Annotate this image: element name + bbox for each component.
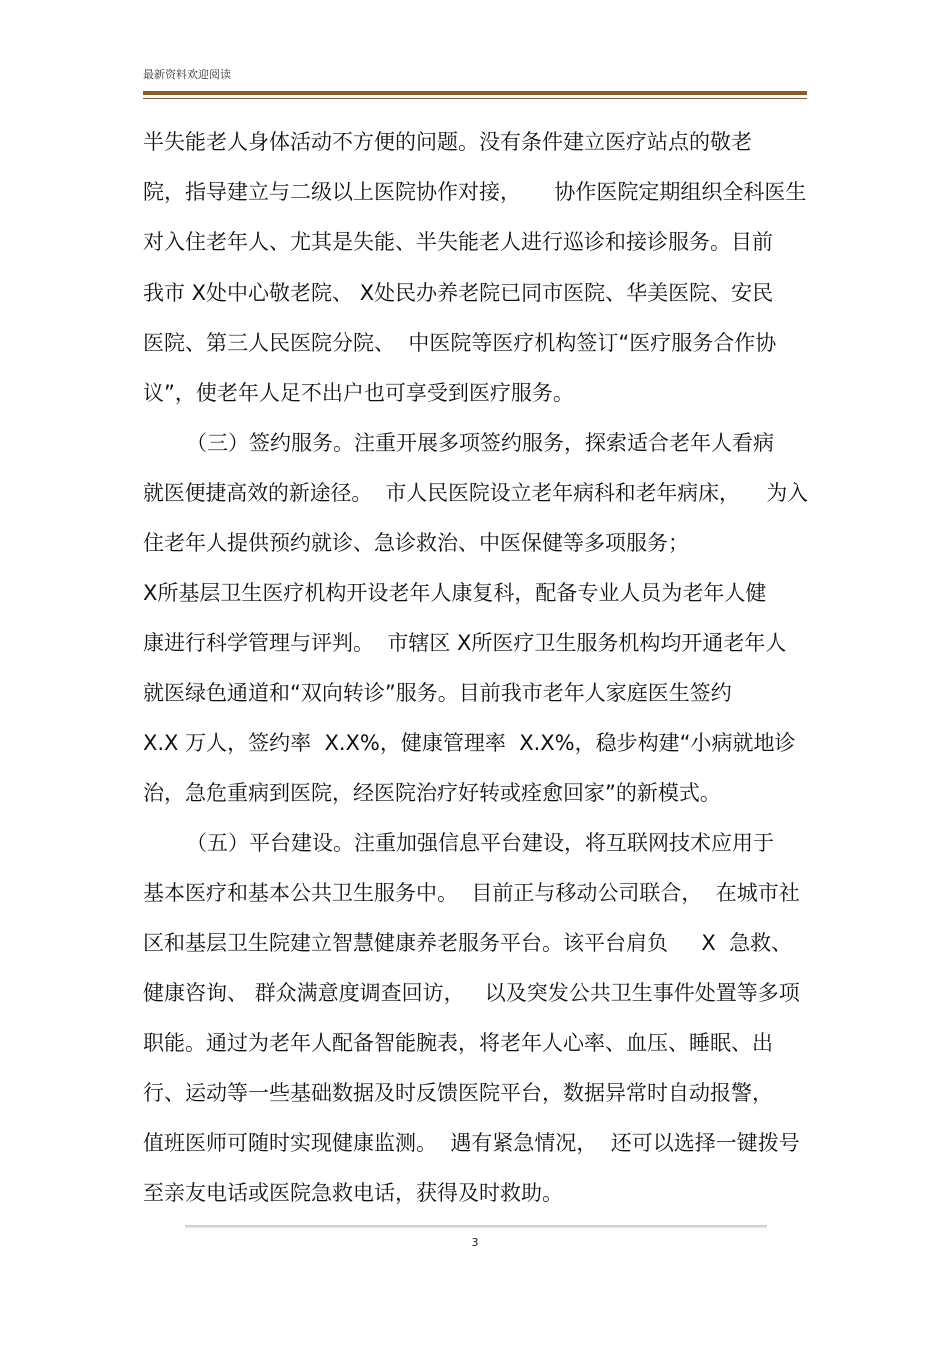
text-line: 就医便捷高效的新途径。 市人民医院设立老年病科和老年病床， 为入 <box>143 481 809 505</box>
header-rule-thick <box>143 91 807 95</box>
text-line: 我市 X处中心敬老院、 X处民办养老院已同市医院、华美医院、安民 <box>143 281 774 305</box>
text-line: 半失能老人身体活动不方便的问题。没有条件建立医疗站点的敬老 <box>143 130 752 154</box>
footer-rule <box>185 1225 767 1228</box>
text-line: 院，指导建立与二级以上医院协作对接， 协作医院定期组织全科医生 <box>143 180 807 204</box>
header-text: 最新资料欢迎阅读 <box>143 68 231 81</box>
text-line: 行、运动等一些基础数据及时反馈医院平台，数据异常时自动报警， <box>143 1081 773 1105</box>
text-line: 议”，使老年人足不出户也可享受到医疗服务。 <box>143 381 574 405</box>
text-line: 至亲友电话或医院急救电话，获得及时救助。 <box>143 1181 563 1205</box>
header-rule-thin <box>143 98 807 99</box>
text-line: 基本医疗和基本公共卫生服务中。 目前正与移动公司联合， 在城市社 <box>143 881 800 905</box>
page-number: 3 <box>471 1236 479 1249</box>
text-line: （三）签约服务。注重开展多项签约服务，探索适合老年人看病 <box>186 431 774 455</box>
text-line: 职能。通过为老年人配备智能腕表，将老年人心率、血压、睡眠、出 <box>143 1031 773 1055</box>
text-line: 就医绿色通道和“双向转诊”服务。目前我市老年人家庭医生签约 <box>143 681 732 705</box>
text-line: 健康咨询、 群众满意度调查回访， 以及突发公共卫生事件处置等多项 <box>143 981 800 1005</box>
text-line: X.X 万人，签约率 X.X%，健康管理率 X.X%，稳步构建“小病就地诊 <box>143 731 796 755</box>
text-line: 对入住老年人、尤其是失能、半失能老人进行巡诊和接诊服务。目前 <box>143 230 773 254</box>
text-line: 治，急危重病到医院，经医院治疗好转或痊愈回家”的新模式。 <box>143 781 721 805</box>
text-line: X所基层卫生医疗机构开设老年人康复科，配备专业人员为老年人健 <box>143 581 767 605</box>
text-line: 医院、第三人民医院分院、 中医院等医疗机构签订“医疗服务合作协 <box>143 331 777 355</box>
text-line: （五）平台建设。注重加强信息平台建设，将互联网技术应用于 <box>186 831 774 855</box>
text-line: 住老年人提供预约就诊、急诊救治、中医保健等多项服务； <box>143 531 689 555</box>
text-line: 康进行科学管理与评判。 市辖区 X所医疗卫生服务机构均开通老年人 <box>143 631 787 655</box>
text-line: 区和基层卫生院建立智慧健康养老服务平台。该平台肩负 X 急救、 <box>143 931 793 955</box>
text-line: 值班医师可随时实现健康监测。 遇有紧急情况， 还可以选择一键拨号 <box>143 1131 800 1155</box>
